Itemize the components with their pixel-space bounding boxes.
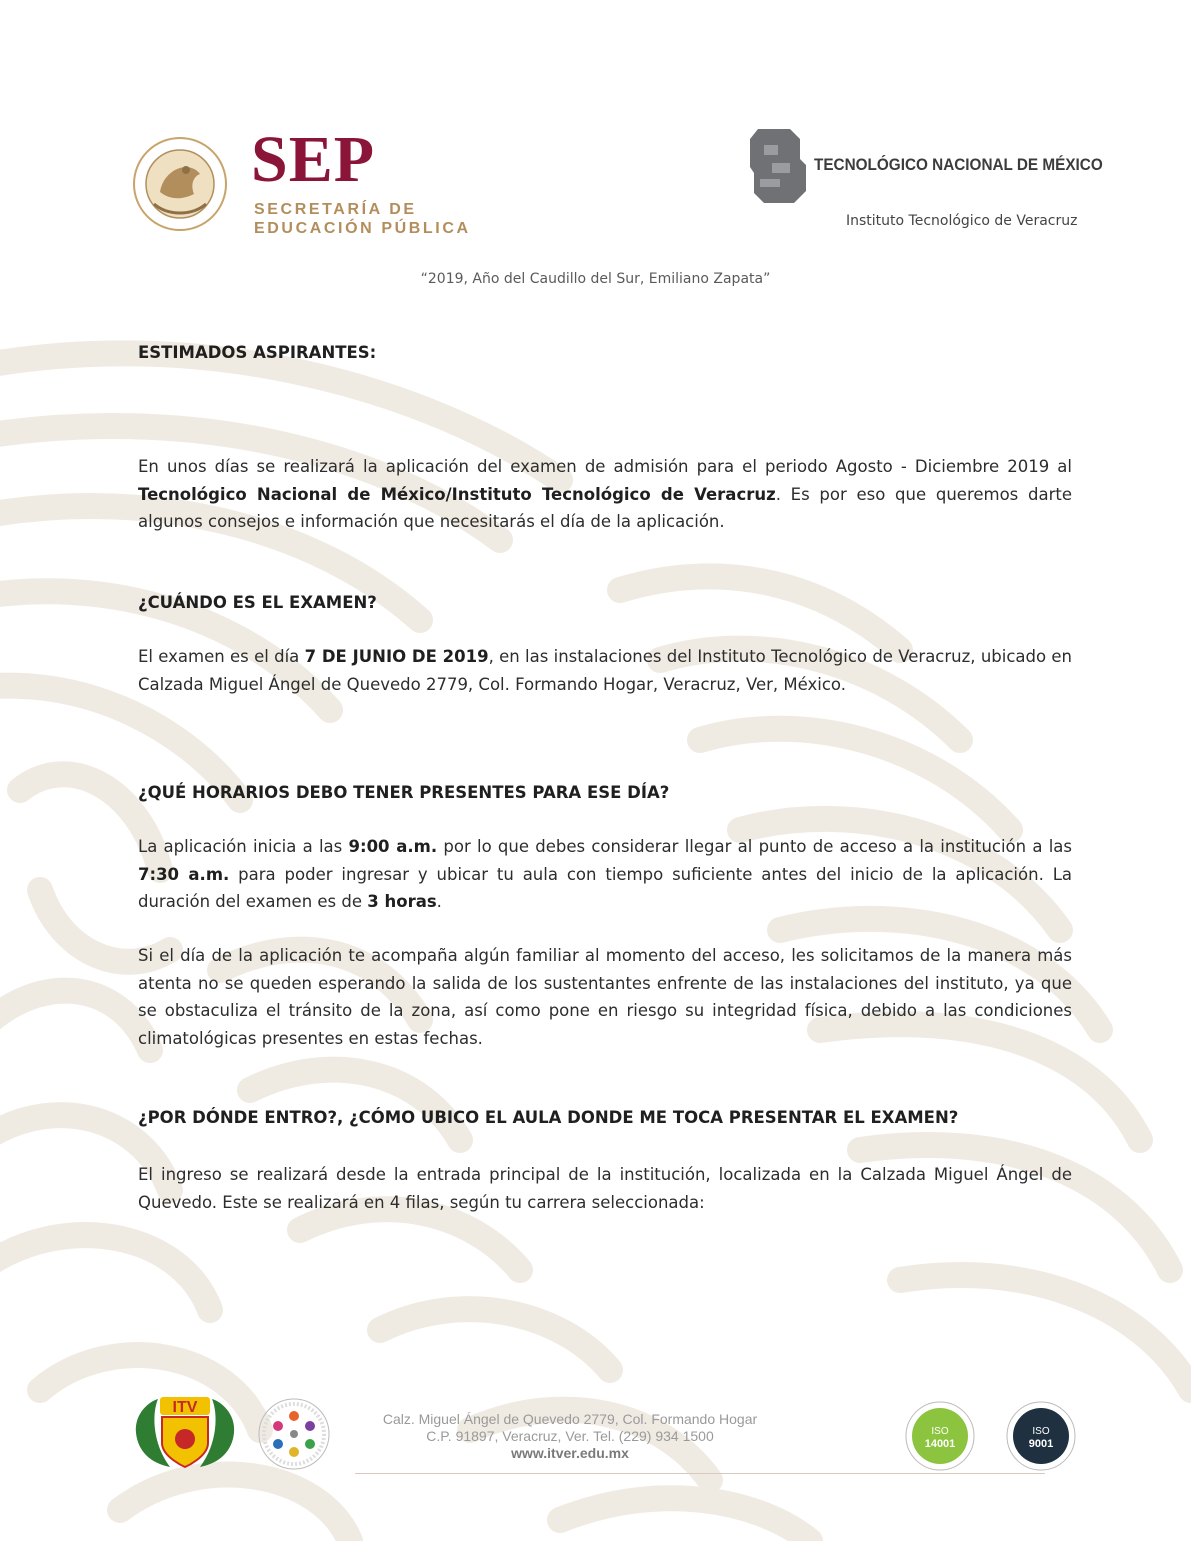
exam-duration: 3 horas [367, 892, 437, 911]
schedule-text-3: para poder ingresar y ubicar tu aula con tiempo suficiente antes del inicio de la aplicación. La duración del examen es de [138, 864, 1072, 911]
itv-logo [130, 1393, 240, 1471]
start-time: 9:00 a.m. [348, 837, 438, 856]
intro-text-1: En unos días se realizará la aplicación del examen de admisión para el periodo Agosto - Diciembre 2019 al [138, 457, 1072, 476]
institute-name: Instituto Tecnológico de Veracruz [846, 213, 1078, 229]
iso-9001-badge [1005, 1400, 1077, 1472]
coat-of-arms-seal-icon [124, 134, 236, 234]
intro-text-2: . Es por eso que queremos darte algunos consejos e información que necesitarás el día de la aplicación. [138, 484, 1072, 531]
year-motto: “2019, Año del Caudillo del Sur, Emiliano Zapata” [420, 271, 771, 287]
tecnm-logo [750, 125, 1110, 235]
intro-paragraph [138, 453, 1072, 536]
itv-label: ITV [172, 1399, 198, 1416]
tecnm-gear-icon [750, 125, 806, 205]
when-text-1: El examen es el día [138, 647, 305, 666]
address-line-1: Calz. Miguel Ángel de Quevedo 2779, Col. Formando Hogar [382, 1411, 758, 1427]
when-paragraph [138, 643, 1072, 698]
when-text-2: , en las instalaciones del Instituto Tecnológico de Veracruz, ubicado en Calzada Miguel Ángel de Quevedo 2779, Col. Formando Hogar, Veracruz, Ver, México. [138, 647, 1072, 694]
iso-14001-badge [904, 1400, 976, 1472]
sep-subtitle-line2: EDUCACIÓN PÚBLICA [254, 220, 471, 237]
footer-address [340, 1411, 800, 1462]
sep-subtitle [254, 200, 471, 238]
where-paragraph: El ingreso se realizará desde la entrada principal de la institución, localizada en la Calzada Miguel Ángel de Quevedo. Este se realizará en 4 filas, según tu carrera seleccionada: [138, 1165, 1072, 1212]
sep-wordmark: SEP [251, 123, 376, 196]
schedule-text-4: . [436, 892, 442, 911]
intro-bold-institution: Tecnológico Nacional de México/Instituto Tecnológico de Veracruz [138, 484, 776, 504]
website-link[interactable]: www.itver.edu.mx [511, 1445, 629, 1461]
iso-14001-top: ISO [931, 1426, 949, 1437]
iso-9001-top: ISO [1032, 1426, 1050, 1437]
schedule-heading: ¿QUÉ HORARIOS DEBO TENER PRESENTES PARA ESE DÍA? [138, 783, 670, 802]
sep-subtitle-line1: SECRETARÍA DE [254, 201, 417, 218]
tecnm-title: TECNOLÓGICO NACIONAL DE MÉXICO [814, 155, 1103, 174]
sep-logo [124, 123, 471, 238]
exam-date: 7 DE JUNIO DE 2019 [304, 647, 489, 666]
address-line-2: C.P. 91897, Veracruz, Ver. Tel. (229) 934 1500 [426, 1428, 714, 1444]
when-heading: ¿CUÁNDO ES EL EXAMEN? [138, 593, 377, 612]
footer-divider [355, 1473, 1045, 1474]
greeting-heading: ESTIMADOS ASPIRANTES: [138, 343, 377, 362]
iso-9001-number: 9001 [1028, 1438, 1054, 1450]
family-notice-paragraph: Si el día de la aplicación te acompaña algún familiar al momento del acceso, les solicitamos de la manera más atenta no se queden esperando la salida de los sustentantes enfrente de las instalaciones del instituto, ya que se obstaculiza el tránsito de la zona, así como pone en riesgo su integridad física, debido a las condiciones climatológicas presentes en estas fechas. [138, 946, 1072, 1048]
schedule-text-1: La aplicación inicia a las [138, 837, 349, 856]
arrival-time: 7:30 a.m. [138, 864, 230, 884]
iso-14001-number: 14001 [924, 1438, 956, 1450]
schedule-paragraph [138, 833, 1072, 916]
inclusion-circle-logo [256, 1396, 332, 1472]
where-heading: ¿POR DÓNDE ENTRO?, ¿CÓMO UBICO EL AULA DONDE ME TOCA PRESENTAR EL EXAMEN? [138, 1108, 959, 1127]
schedule-text-2: por lo que debes considerar llegar al punto de acceso a la institución a las [437, 837, 1073, 856]
